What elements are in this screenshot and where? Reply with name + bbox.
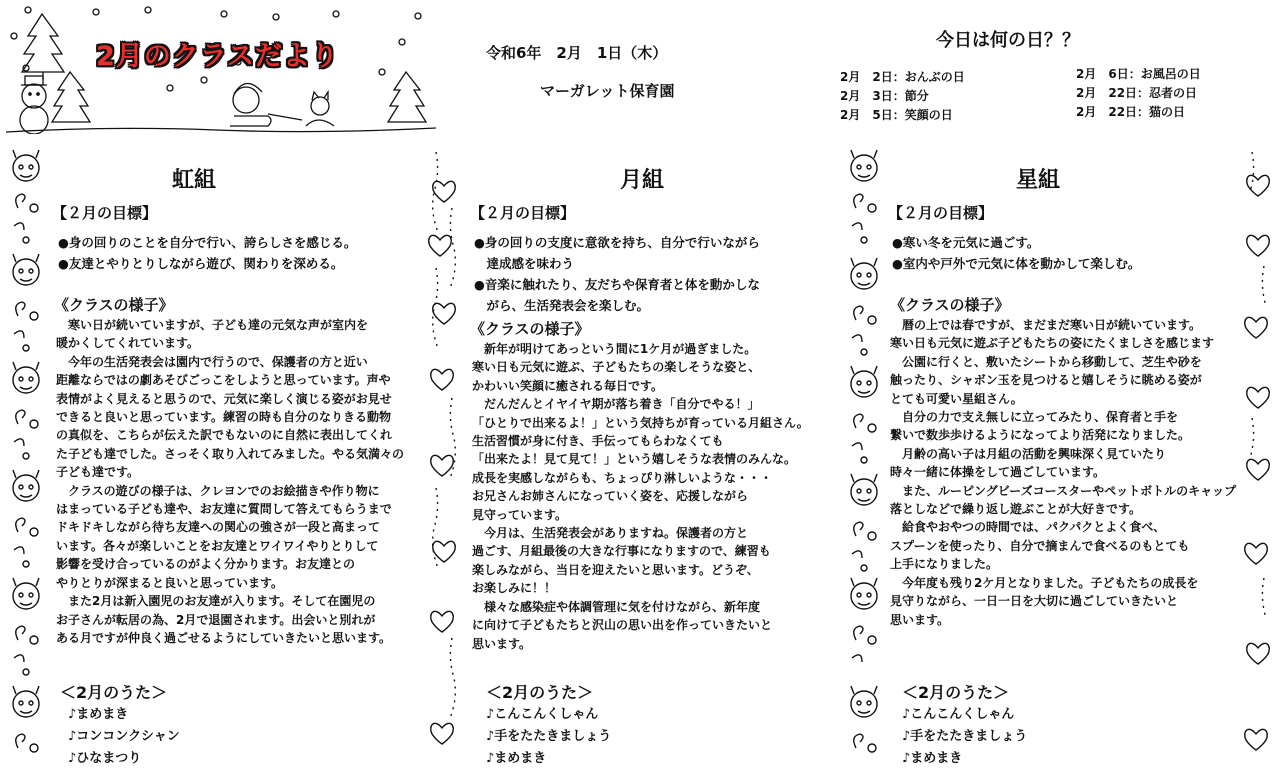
hoshi-goal-heading: 【２月の目標】 <box>888 204 994 222</box>
text-line: 給食やおやつの時間では、パクパクとよく食べ、 <box>890 520 1166 535</box>
text-line: 落としなどで繰り返し遊ぶことが大好きです。 <box>890 502 1142 517</box>
today-heading: 今日は何の日？？ <box>936 30 1080 51</box>
oni-decoration-strip-left <box>4 148 50 768</box>
heart-icon <box>431 611 454 632</box>
song-item: ♪手をたたきましょう <box>902 729 1028 744</box>
text-line: お楽しみに！！ <box>472 581 557 596</box>
swirl-icon <box>14 626 38 675</box>
text-line: 繋いで数歩歩けるようになってより活発になりました。 <box>890 428 1191 443</box>
oni-face-icon <box>13 470 39 501</box>
text-line: スプーンを使ったり、自分で摘まんで食べるのもとても <box>890 538 1190 553</box>
tsuki-class-title: 月組 <box>620 168 665 193</box>
swirl-icon <box>852 626 876 662</box>
issue-date: 令和6年 2月 1日（木） <box>486 44 668 62</box>
goal-item: がら、生活発表会を楽しむ。 <box>474 298 650 313</box>
text-line: 様々な感染症や体調管理に気を付けながら、新年度 <box>472 599 761 614</box>
heart-icon <box>1247 235 1270 256</box>
oni-face-icon <box>851 366 877 397</box>
swirl-icon <box>14 194 38 243</box>
text-line: の真似を、こちらが伝えた訳でもないのに自然に表出してくれ <box>56 428 393 443</box>
song-item: ♪こんこんくしゃん <box>486 707 599 722</box>
swirl-icon <box>854 734 876 752</box>
goal-item: ●室内や戸外で元気に体を動かして楽しむ。 <box>892 256 1141 271</box>
text-line: だんだんとイヤイヤ期が落ち着き「自分でやる！」 <box>472 397 760 412</box>
day-item: 2月 5日：笑顔の日 <box>840 108 953 122</box>
text-line: 楽しみながら、当日を迎えたいと思います。どうぞ、 <box>472 562 759 577</box>
text-line: 今年の生活発表会は園内で行うので、保護者の方と近い <box>56 354 368 369</box>
heart-icon <box>1245 729 1268 750</box>
heart-icon <box>433 541 456 562</box>
text-line: 今月は、生活発表会がありますね。保護者の方と <box>472 526 749 541</box>
text-line: 触ったり、シャボン玉を見つけると嬉しそうに眺める姿が <box>890 373 1202 388</box>
text-line: また、ルーピングビーズコースターやペットボトルのキャップ <box>890 483 1237 498</box>
niji-goal-heading: 【２月の目標】 <box>52 204 158 222</box>
text-line: 寒い日も元気に遊ぶ子どもたちの姿にたくましさを感じます <box>890 336 1215 351</box>
niji-class-title: 虹組 <box>172 168 217 193</box>
swirl-icon <box>852 306 876 355</box>
text-line: 自分の力で支え無しに立ってみたり、保育者と手を <box>890 410 1179 425</box>
oni-face-icon <box>851 474 877 505</box>
swirl-icon <box>16 734 38 752</box>
tsuki-goal-heading: 【２月の目標】 <box>470 204 576 222</box>
text-line: ドキドキしながら待ち友達への関心の強さが一段と高まって <box>56 520 381 535</box>
niji-state-text <box>56 316 404 647</box>
day-item: 2月 22日：忍者の日 <box>1076 86 1198 100</box>
text-line: お子さんが転居の為、2月で退園されます。出会いと別れが <box>56 612 376 627</box>
text-line: 月齢の高い子は月組の活動を興味深く見ていたり <box>890 446 1167 461</box>
heart-icon <box>433 303 456 324</box>
school-name: マーガレット保育園 <box>540 82 675 100</box>
hoshi-goals <box>892 232 1140 274</box>
hoshi-song-list <box>902 704 1027 770</box>
text-line: お兄さんお姉さんになっていく姿を、応援しながら <box>472 489 749 504</box>
text-line: 新年が明けてあっという間に1ケ月が過ぎました。 <box>472 342 757 356</box>
text-line: た子ども達でした。さっそく取り入れてみました。やる気満々の <box>56 446 405 461</box>
text-line: ある月ですが仲良く過ごせるようにしていきたいと思います。 <box>56 630 392 645</box>
oni-face-icon <box>851 686 877 717</box>
oni-face-icon <box>13 362 39 393</box>
text-line: かわいい笑顔に癒される毎日です。 <box>472 378 664 393</box>
heart-icon <box>431 455 454 476</box>
text-line: 影響を受け合っているのがよく分かります。お友達との <box>56 557 356 572</box>
heart-icon <box>1245 317 1268 338</box>
goal-item: ●友達とやりとりしながら遊び、関わりを深める。 <box>58 256 344 271</box>
tsuki-state-text <box>472 340 809 653</box>
song-item: ♪まめまき <box>68 707 129 722</box>
text-line: 「出来たよ！見て見て！」という嬉しそうな表情のみんな。 <box>472 452 797 467</box>
song-item: ♪まめまき <box>486 751 547 766</box>
text-line: 上手になりました。 <box>890 557 999 572</box>
oni-face-icon <box>13 578 39 609</box>
goal-item: ●身の回りの支度に意欲を持ち、自分で行いながら <box>474 235 760 250</box>
heart-icon <box>1245 543 1268 564</box>
text-line: はまっている子ども達や、お友達に質問して答えてもらうまで <box>56 502 392 517</box>
heart-icon <box>1247 387 1270 408</box>
text-line: 公園に行くと、敷いたシートから移動して、芝生や砂を <box>890 354 1202 369</box>
song-item: ♪コンコンクシャン <box>68 729 180 744</box>
hoshi-class-title: 星組 <box>1016 168 1061 193</box>
oni-decoration-strip-right <box>842 148 888 768</box>
heart-icon <box>431 723 454 744</box>
text-line: います。各々が楽しいことをお友達とワイワイやりとりして <box>56 538 379 553</box>
heart-decoration-strip-middle <box>424 148 464 768</box>
oni-face-icon <box>851 258 877 289</box>
niji-song-list <box>68 704 180 770</box>
heart-icon <box>1247 643 1270 664</box>
swirl-icon <box>852 194 876 243</box>
tsuki-song-heading: ＜2月のうた＞ <box>486 683 594 702</box>
text-line: クラスの遊びの様子は、クレヨンでのお絵描きや作り物に <box>56 483 380 498</box>
swirl-icon <box>14 518 38 567</box>
goal-item: ●音楽に触れたり、友だちや保育者と体を動かしな <box>474 277 760 292</box>
niji-song-heading: ＜2月のうた＞ <box>60 683 168 702</box>
niji-goals <box>58 232 356 274</box>
song-item: ♪ひなまつり <box>68 751 142 766</box>
heart-icon <box>429 235 452 256</box>
text-line: 生活習慣が身に付き、手伝ってもらわなくても <box>472 434 724 449</box>
newsletter-title: 2月のクラスだより <box>96 41 339 72</box>
day-item: 2月 2日：おんぶの日 <box>840 70 965 84</box>
day-item: 2月 3日：節分 <box>840 89 929 103</box>
text-line: 「ひとりで出来るよ！」という気持ちが育っている月組さん。 <box>472 415 809 430</box>
heart-icon <box>1247 175 1270 196</box>
oni-face-icon <box>13 686 39 717</box>
text-line: 今年度も残り2ケ月となりました。子どもたちの成長を <box>890 575 1199 590</box>
text-line: 表情がよく見えると思うので、元気に楽しく演じる姿がお見せ <box>56 391 392 406</box>
oni-face-icon <box>851 150 877 181</box>
hoshi-state-heading: 《クラスの様子》 <box>890 296 1010 314</box>
day-item: 2月 6日：お風呂の日 <box>1076 67 1201 81</box>
text-line: 寒い日も元気に遊ぶ、子どもたちの楽しそうな姿と、 <box>472 360 761 375</box>
tsuki-state-heading: 《クラスの様子》 <box>470 320 590 338</box>
text-line: できると良いと思っています。練習の時も自分のなりきる動物 <box>56 410 392 425</box>
song-item: ♪まめまき <box>902 751 963 766</box>
swirl-icon <box>852 414 876 463</box>
text-line: 過ごす、月組最後の大きな行事になりますので、練習も <box>472 544 771 559</box>
text-line: 思います。 <box>472 636 532 651</box>
oni-face-icon <box>13 254 39 285</box>
goal-item: 達成感を味わう <box>474 256 575 271</box>
text-line: に向けて子どもたちと沢山の思い出を作っていきたいと <box>472 618 773 633</box>
text-line: 成長を実感しながらも、ちょっぴり淋しいような・・・ <box>472 470 773 485</box>
text-line: 時々一緒に体操をして過ごしています。 <box>890 465 1106 480</box>
song-item: ♪こんこんくしゃん <box>902 707 1015 722</box>
goal-item: ●身の回りのことを自分で行い、誇らしさを感じる。 <box>58 235 357 250</box>
text-line: 距離ならではの劇あそびごっこをしようと思っています。声や <box>56 373 391 388</box>
heart-icon <box>431 369 454 390</box>
text-line: 暖かくしてくれています。 <box>56 336 200 351</box>
day-item: 2月 22日：猫の日 <box>1076 105 1186 119</box>
text-line: 暦の上では春ですが、まだまだ寒い日が続いています。 <box>890 318 1202 332</box>
swirl-icon <box>14 302 38 351</box>
heart-decoration-strip-right <box>1238 148 1278 768</box>
song-item: ♪手をたたきましょう <box>486 729 612 744</box>
text-line: やりとりが深まると良いと思っています。 <box>56 575 284 590</box>
oni-face-icon <box>13 150 39 181</box>
text-line: 見守りながら、一日一日を大切に過ごしていきたいと <box>890 594 1179 609</box>
tsuki-song-list <box>486 704 611 770</box>
niji-state-heading: 《クラスの様子》 <box>54 296 174 314</box>
text-line: 子ども達です。 <box>56 465 140 480</box>
text-line: また2月は新入園児のお友達が入ります。そして在園児の <box>56 594 376 609</box>
heart-icon <box>1247 459 1270 480</box>
goal-item: ●寒い冬を元気に過ごす。 <box>892 235 1040 250</box>
text-line: 見守っています。 <box>472 507 568 522</box>
swirl-icon <box>852 522 876 571</box>
heart-icon <box>433 181 456 202</box>
text-line: とても可愛い星組さん。 <box>890 391 1023 406</box>
text-line: 思います。 <box>890 612 950 627</box>
oni-face-icon <box>851 578 877 609</box>
swirl-icon <box>14 410 38 459</box>
hoshi-state-text <box>890 316 1236 629</box>
tsuki-goals <box>474 232 760 316</box>
text-line: 寒い日が続いていますが、子ども達の元気な声が室内を <box>56 318 369 332</box>
hoshi-song-heading: ＜2月のうた＞ <box>902 683 1010 702</box>
